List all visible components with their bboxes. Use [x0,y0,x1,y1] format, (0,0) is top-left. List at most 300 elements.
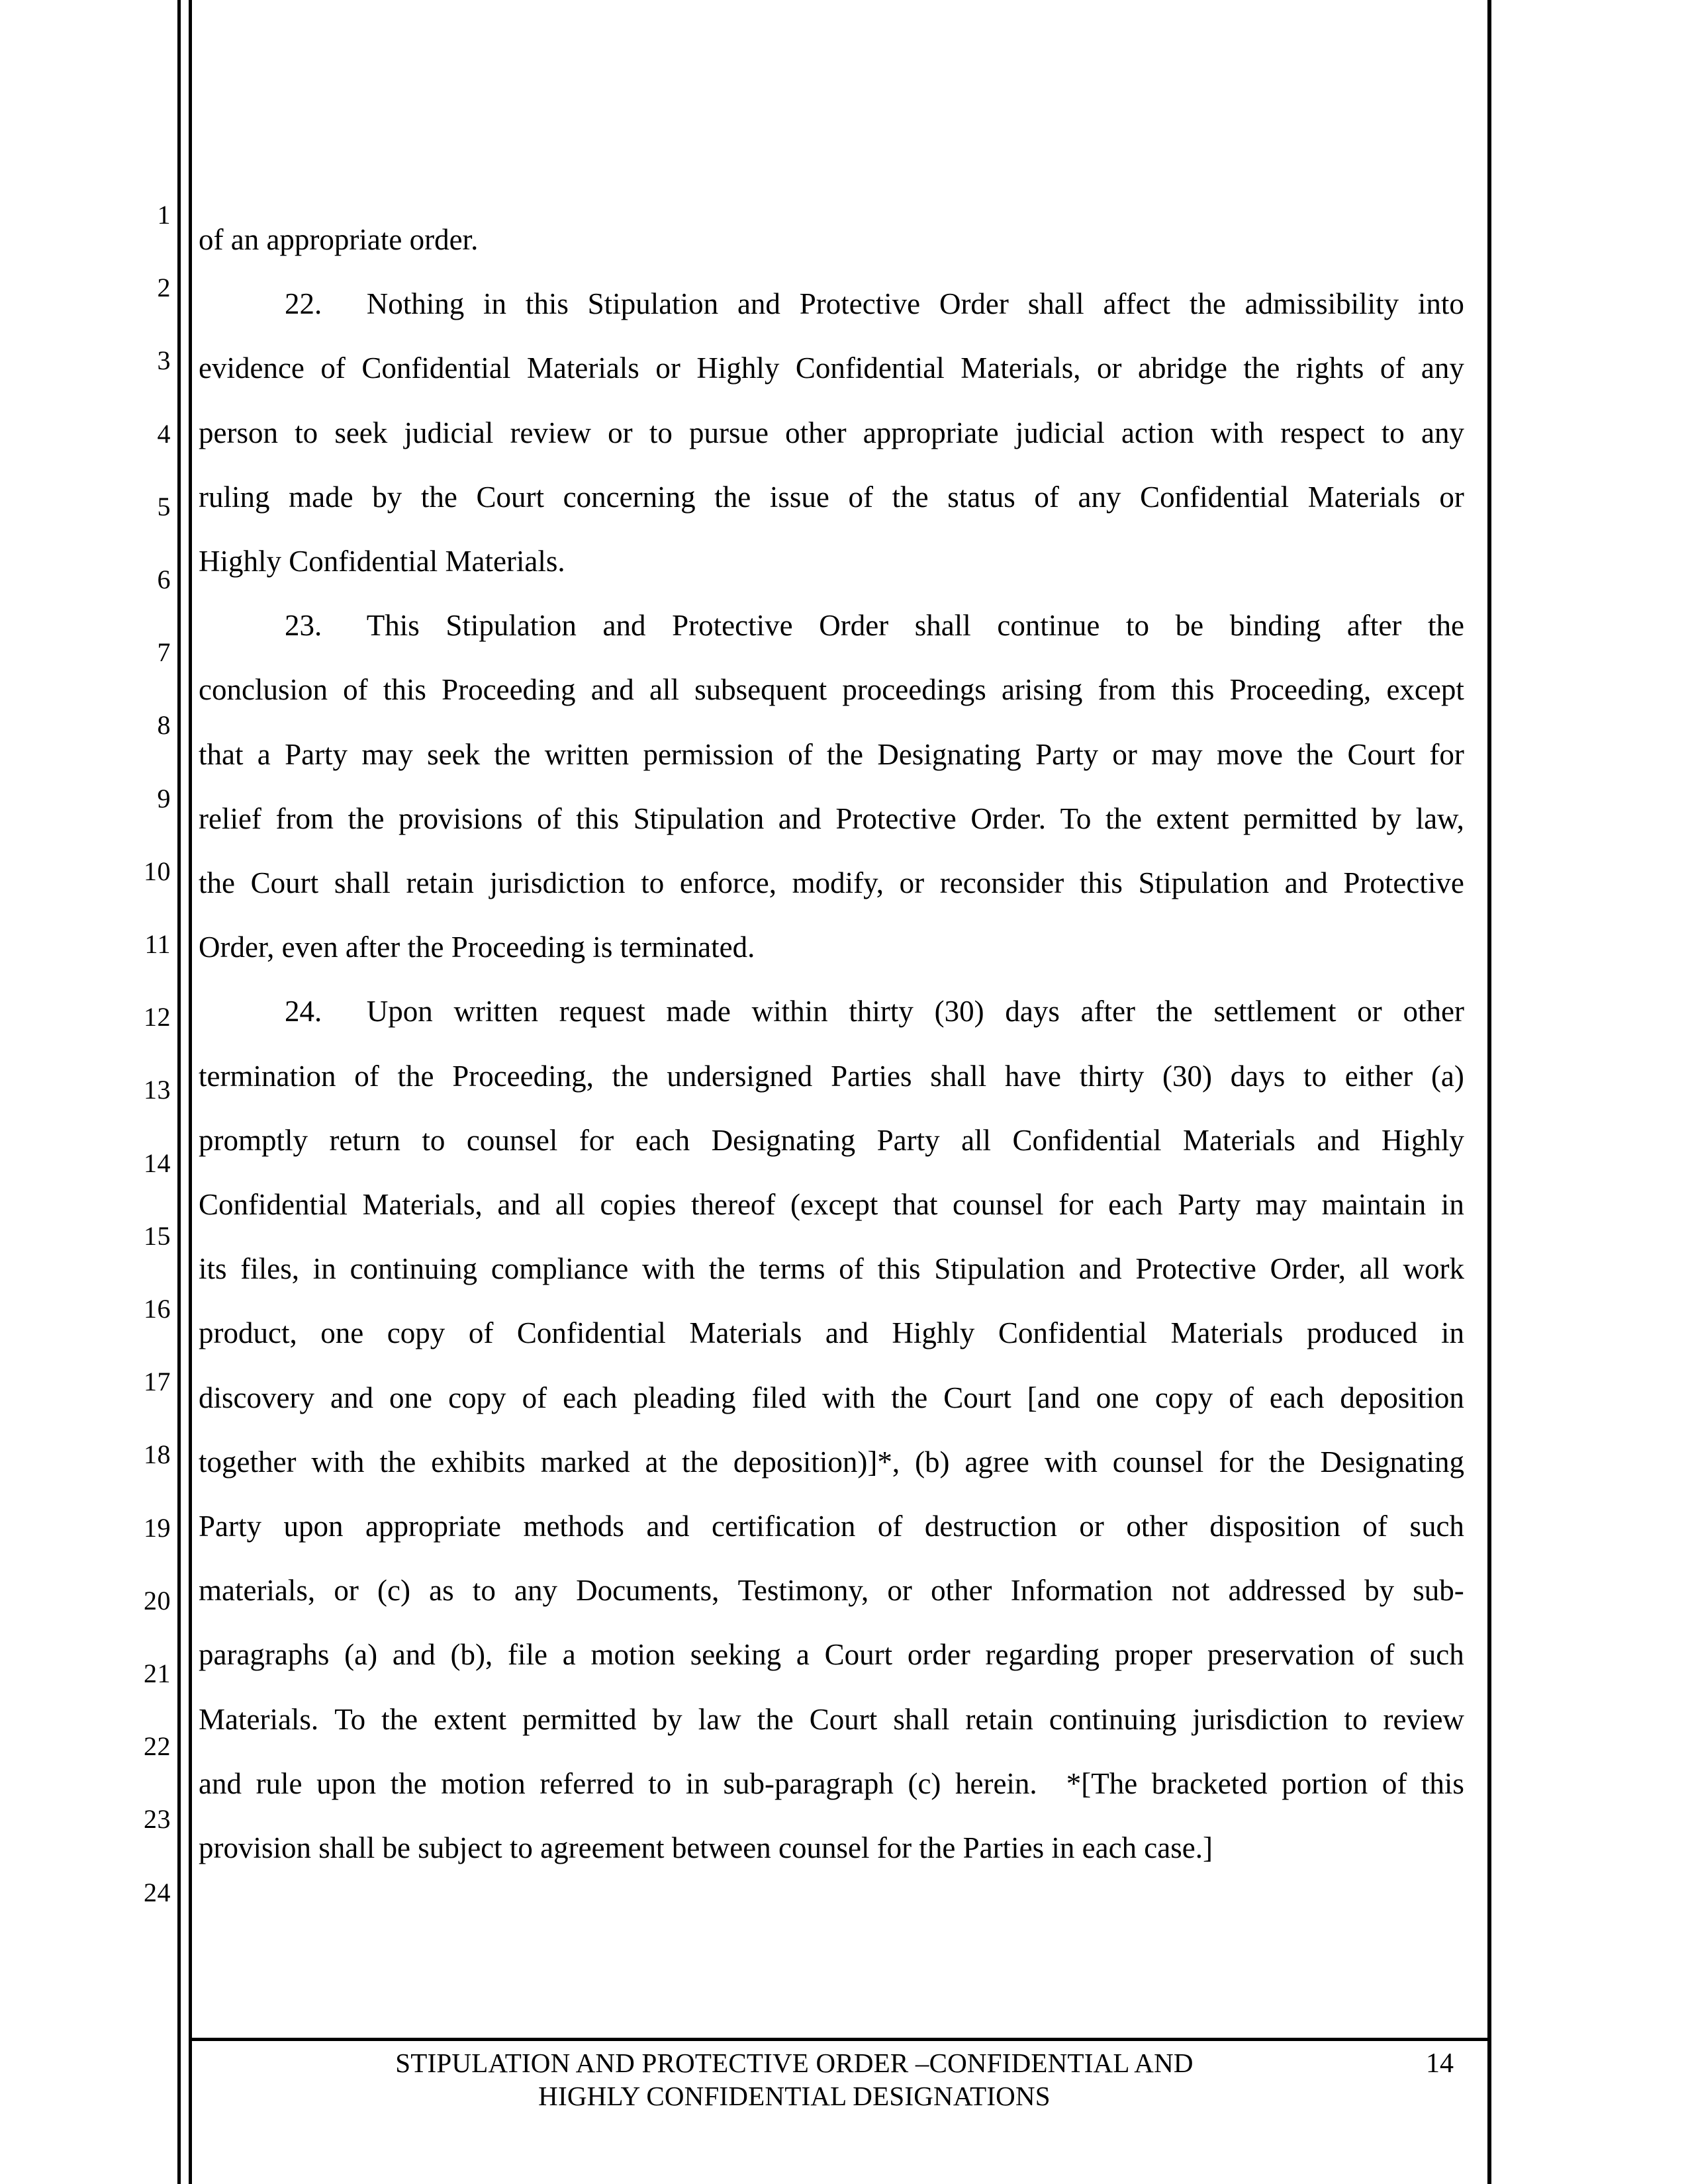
line-number: 23 [144,1804,171,1835]
word: with [642,1252,696,1286]
word: and [646,1510,690,1543]
word: review [1383,1702,1464,1736]
word: termination [199,1059,336,1093]
word: 23. This [285,609,420,643]
word: (a) [344,1638,378,1672]
word: may [361,737,413,771]
word: agree [964,1445,1029,1479]
line-number: 4 [157,418,171,449]
word: Materials [526,351,639,385]
word: regarding [985,1638,1100,1672]
word: To [1060,801,1092,835]
document-line [199,352,1464,384]
word: in [483,287,507,321]
word: provisions [399,801,523,835]
word: Proceeding [442,673,576,707]
word: a [257,737,271,771]
word: and [1317,1123,1360,1157]
word: and [602,609,646,643]
word: 22. Nothing [285,287,465,321]
word: in [1440,1316,1464,1350]
word: action [1121,416,1194,449]
document-line [199,1446,1464,1478]
word: paragraphs [199,1638,330,1672]
word: to [649,416,673,449]
word: produced [1306,1316,1418,1350]
word: Highly [892,1316,975,1350]
footer [199,2046,1390,2113]
word: to [1126,609,1150,643]
word: for [1219,1445,1254,1479]
word: portion [1282,1766,1368,1800]
word: of [788,737,813,771]
word: proper [1114,1638,1193,1672]
word: to [1381,416,1405,449]
word: disposition [1209,1510,1340,1543]
word: of [320,351,346,385]
word: of [522,1381,547,1414]
word: Confidential [361,351,511,385]
word: Confidential [1012,1123,1162,1157]
word: Party [876,1123,940,1157]
document-line: provision shall be subject to agreement between counsel for the Parties in each case.] [199,1831,1213,1864]
word: affect [1103,287,1171,321]
word: Proceeding, [1229,673,1372,707]
word: (b), [450,1638,493,1672]
word: upon [283,1510,344,1543]
word: this [1421,1766,1464,1800]
word: or [1439,480,1464,514]
word: Proceeding, [452,1059,594,1093]
word: and [778,801,821,835]
word: one [389,1381,433,1414]
word: the [348,801,385,835]
document-line [199,417,1464,449]
word: with [822,1381,876,1414]
word: Protective [799,287,921,321]
word: seeking [690,1638,782,1672]
word: materials, [199,1574,316,1608]
word: Parties [831,1059,912,1093]
word: *[The [1066,1766,1138,1800]
word: compliance [491,1252,629,1286]
word: any [1421,416,1464,449]
word: Court [250,866,319,899]
word: law, [1415,801,1464,835]
word: any [1078,480,1121,514]
word: rights [1295,351,1364,385]
word: the [681,1445,718,1479]
word: thirty [849,995,914,1028]
word: jurisdiction [489,866,626,899]
pleading-rule-left-outer [177,0,181,2184]
line-number: 18 [144,1439,171,1470]
word: the [397,1059,434,1093]
word: Confidential [199,1188,348,1221]
word: for [1429,737,1464,771]
word: copy [387,1316,445,1350]
word: of [848,480,873,514]
word: upon [316,1766,377,1800]
word: review [510,416,591,449]
word: by [1364,1574,1395,1608]
word: the [1189,287,1226,321]
word: this [383,673,426,707]
word: in [685,1766,709,1800]
word: the [708,1252,745,1286]
word: the [1268,1445,1305,1479]
word: counsel [466,1123,558,1157]
word: except [1386,673,1464,707]
word: after [1346,609,1402,643]
word: and [392,1638,436,1672]
word: Order, [1270,1252,1346,1286]
word: Protective [835,801,957,835]
word: to [648,1766,672,1800]
word: of [1229,1381,1254,1414]
document-line [199,1253,1464,1285]
word: Court [824,1638,893,1672]
word: all [1359,1252,1389,1286]
word: or [1112,737,1137,771]
line-number: 19 [144,1512,171,1543]
word: this [525,287,569,321]
word: Confidential [1140,480,1289,514]
word: of [1034,480,1059,514]
line-number: 12 [144,1002,171,1032]
word: Materials [689,1316,802,1350]
word: reconsider [939,866,1064,899]
word: this [1079,866,1123,899]
footer-line-2: HIGHLY CONFIDENTIAL DESIGNATIONS [538,2081,1051,2111]
line-number: 16 [144,1294,171,1324]
word: (30) [1162,1059,1212,1093]
word: pursue [688,416,769,449]
word: (c) [377,1574,410,1608]
word: seek [334,416,388,449]
word: and [825,1316,868,1350]
document-line [199,481,1464,513]
word: each [1108,1188,1163,1221]
word: request [559,995,645,1028]
word: the [1105,801,1142,835]
word: Court [476,480,545,514]
word: Protective [672,609,793,643]
word: [and [1027,1381,1080,1414]
word: by [372,480,402,514]
document-line [199,1768,1464,1799]
word: ruling [199,480,270,514]
word: such [1409,1510,1464,1543]
word: motion [441,1766,526,1800]
word: modify, [792,866,884,899]
word: Order [819,609,889,643]
word: written [544,737,630,771]
word: the [1243,351,1280,385]
word: or [655,351,680,385]
line-number-gutter [0,0,171,2184]
word: all [555,1188,585,1221]
word: permitted [1243,801,1358,835]
line-number: 1 [157,200,171,230]
word: to [641,866,665,899]
word: Stipulation [587,287,719,321]
word: sub- [1413,1574,1464,1608]
word: seek [427,737,481,771]
pleading-rule-right [1487,0,1491,2184]
word: the [420,480,457,514]
word: arising [1001,673,1083,707]
word: either [1344,1059,1413,1093]
word: of [343,673,368,707]
word: Designating [877,737,1021,771]
word: together [199,1445,297,1479]
word: shall [893,1702,950,1736]
word: Order. [970,801,1047,835]
word: and [330,1381,373,1414]
word: and [1284,866,1328,899]
word: days [1005,995,1060,1028]
word: status [947,480,1015,514]
word: the [379,1445,416,1479]
word: Designating [1320,1445,1464,1479]
word: of [468,1316,494,1350]
word: in [312,1252,336,1286]
word: other [1403,995,1464,1028]
word: order [907,1638,970,1672]
word: relief [199,801,261,835]
word: Information [1010,1574,1153,1608]
word: Stipulation [633,801,765,835]
word: or [887,1574,912,1608]
word: each [1269,1381,1325,1414]
word: other [785,416,847,449]
document-line: of an appropriate order. [199,223,479,256]
word: the [1297,737,1334,771]
word: shall [930,1059,987,1093]
word: the [891,1381,928,1414]
word: that [892,1188,938,1221]
document-line [285,995,1464,1027]
word: retain [406,866,474,899]
word: settlement [1213,995,1336,1028]
word: herein. [955,1766,1053,1800]
word: the [494,737,531,771]
word: Confidential [998,1316,1147,1350]
word: Documents, [576,1574,720,1608]
word: by [1372,801,1402,835]
word: or [1096,351,1122,385]
word: such [1409,1638,1464,1672]
word: to [422,1123,445,1157]
word: filed [751,1381,807,1414]
line-number: 3 [157,345,171,376]
word: for [579,1123,614,1157]
word: the [612,1059,649,1093]
word: the [892,480,929,514]
word: thirty [1079,1059,1145,1093]
word: Designating [711,1123,856,1157]
word: into [1417,287,1464,321]
word: to [472,1574,496,1608]
word: Materials [1307,480,1421,514]
word: Materials [1182,1123,1295,1157]
word: deposition [1340,1381,1464,1414]
word: may [1151,737,1203,771]
word: certification [711,1510,856,1543]
word: Stipulation [934,1252,1065,1286]
word: abridge [1137,351,1227,385]
word: any [1421,351,1464,385]
word: Materials [1170,1316,1284,1350]
word: rule [256,1766,303,1800]
word: the [1156,995,1193,1028]
word: continuing [350,1252,478,1286]
document-line [285,288,1464,320]
document-line [199,1639,1464,1670]
word: copy [448,1381,506,1414]
word: Confidential [795,351,945,385]
word: shall [334,866,391,899]
word: Materials, [961,351,1081,385]
word: after [1080,995,1136,1028]
word: of [1380,351,1405,385]
word: copies [600,1188,677,1221]
document-line [199,1704,1464,1735]
footer-line-1: STIPULATION AND PROTECTIVE ORDER –CONFIDENTIAL AND [395,2048,1194,2078]
word: be [1175,609,1204,643]
word: the [199,866,235,899]
pleading-rule-left-inner [189,0,192,2184]
line-number: 15 [144,1220,171,1251]
word: person [199,416,278,449]
word: and [497,1188,541,1221]
word: the [1427,609,1464,643]
word: other [931,1574,992,1608]
word: in [1440,1188,1464,1221]
word: issue [769,480,829,514]
word: not [1171,1574,1210,1608]
word: counsel [953,1188,1044,1221]
line-number: 10 [144,856,171,886]
word: copy [1154,1381,1213,1414]
word: retain [965,1702,1033,1736]
word: the [381,1702,418,1736]
word: this [1171,673,1215,707]
word: this [576,801,620,835]
word: product, [199,1316,297,1350]
word: discovery [199,1381,314,1414]
word: extent [434,1702,507,1736]
word: of [1370,1638,1395,1672]
word: or [608,416,633,449]
word: return [329,1123,400,1157]
word: motion [590,1638,675,1672]
word: from [275,801,334,835]
word: Party [1178,1188,1241,1221]
word: and [737,287,780,321]
word: have [1005,1059,1061,1093]
word: all [961,1123,992,1157]
word: and [590,673,634,707]
word: counsel [1112,1445,1204,1479]
line-number: 2 [157,273,171,303]
word: pleading [633,1381,736,1414]
word: Stipulation [445,609,577,643]
word: respect [1280,416,1365,449]
word: exhibits [431,1445,526,1479]
word: admissibility [1244,287,1399,321]
word: permission [643,737,774,771]
word: addressed [1228,1574,1346,1608]
document-line [199,1382,1464,1414]
word: Party [285,737,348,771]
word: Stipulation [1138,866,1270,899]
word: appropriate [863,416,999,449]
word: all [649,673,679,707]
word: marked [540,1445,630,1479]
word: permitted [522,1702,637,1736]
document-line [199,1317,1464,1349]
word: referred [539,1766,634,1800]
word: of [877,1510,903,1543]
word: move [1216,737,1283,771]
document-line: Order, even after the Proceeding is terminated. [199,931,755,964]
line-number: 21 [144,1659,171,1688]
word: 24. Upon [285,995,433,1028]
document-line [199,867,1464,899]
word: each [563,1381,618,1414]
word: (30) [934,995,984,1028]
word: that [199,737,244,771]
word: Court [1347,737,1416,771]
word: file [508,1638,547,1672]
word: with [1044,1445,1098,1479]
word: made [666,995,731,1028]
word: any [514,1574,557,1608]
line-number: 7 [157,637,171,668]
word: or [1357,995,1382,1028]
word: may [1255,1188,1307,1221]
word: of [1362,1510,1387,1543]
word: and [199,1766,242,1800]
word: continuing [1049,1702,1177,1736]
word: evidence [199,351,305,385]
document-line [199,1189,1464,1220]
footer-divider [189,2038,1489,2041]
word: (c) [908,1766,941,1800]
line-number: 9 [157,783,171,813]
line-number: 5 [157,491,171,522]
word: preservation [1207,1638,1355,1672]
word: to [295,416,318,449]
line-number: 6 [157,565,171,594]
word: maintain [1321,1188,1427,1221]
word: destruction [924,1510,1057,1543]
word: made [289,480,353,514]
word: other [1126,1510,1188,1543]
word: or [334,1574,359,1608]
word: the [390,1766,427,1800]
word: Order [939,287,1009,321]
word: binding [1229,609,1321,643]
page-number: 14 [1426,2048,1454,2079]
word: within [751,995,828,1028]
word: enforce, [679,866,777,899]
word: judicial [1015,416,1105,449]
word: the [757,1702,794,1736]
word: continue [997,609,1100,643]
